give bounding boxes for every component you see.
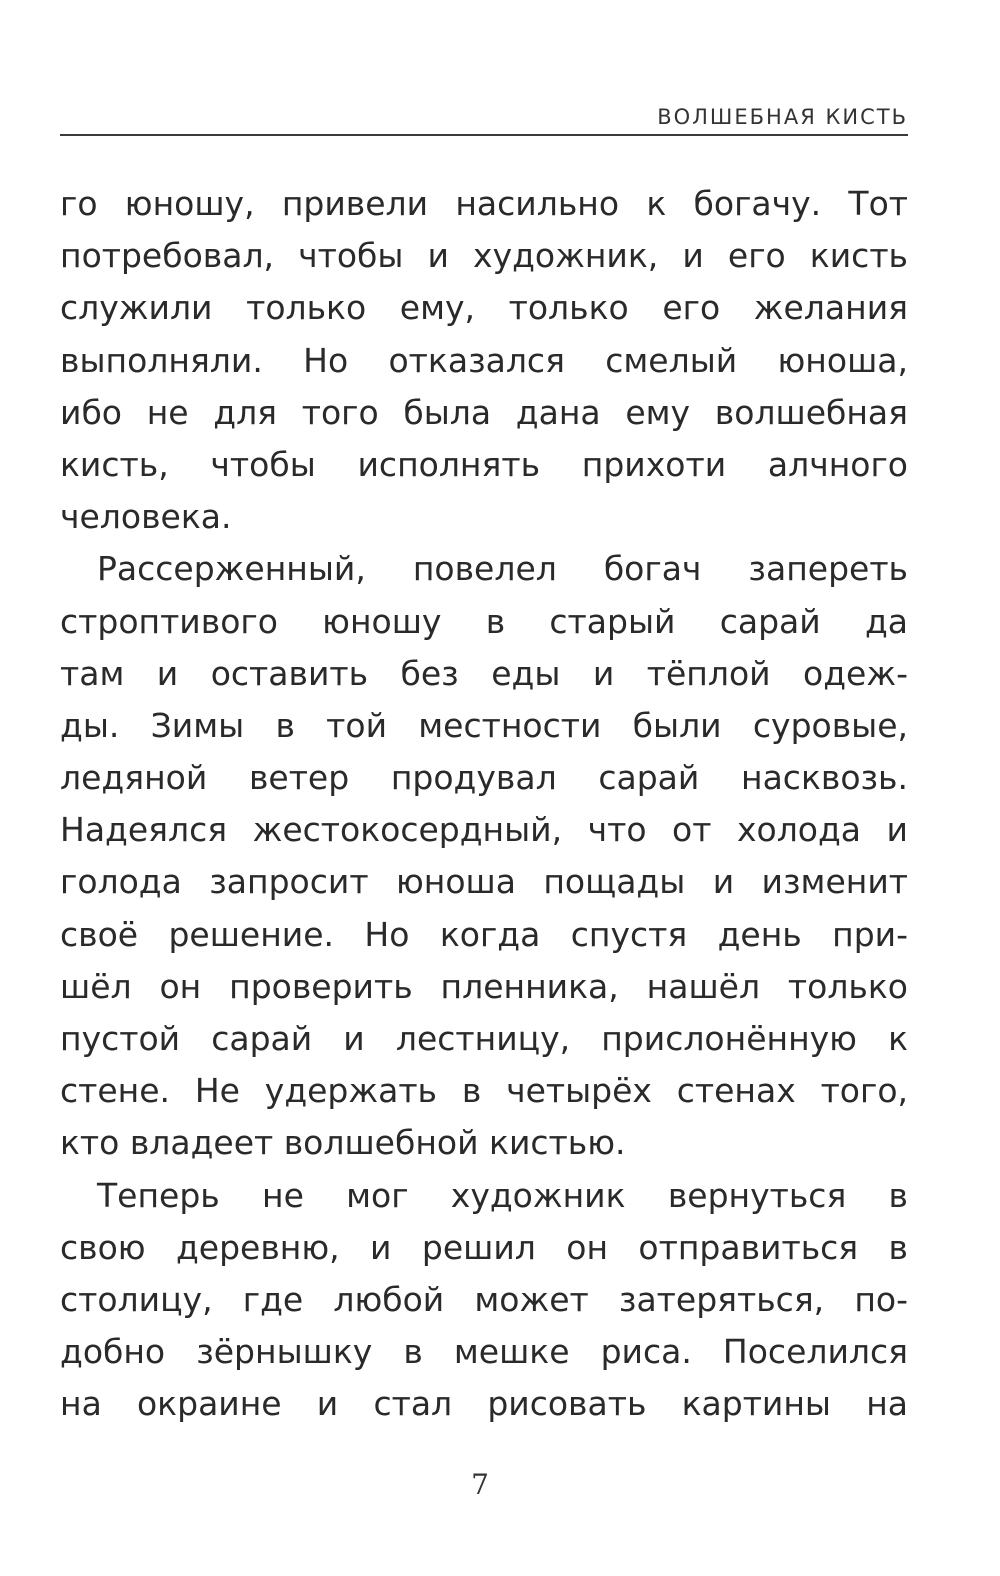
text-line: на окраине и стал рисовать картины на bbox=[60, 1384, 908, 1424]
text-line: своё решение. Но когда спустя день при- bbox=[60, 914, 908, 954]
text-line: ледяной ветер продувал сарай насквозь. bbox=[60, 758, 908, 798]
paragraph bbox=[60, 178, 908, 543]
text-line: ибо не для того была дана ему волшебная bbox=[60, 392, 908, 432]
text-line: стене. Не удержать в четырёх стенах того, bbox=[60, 1071, 908, 1111]
page-number: 7 bbox=[471, 1468, 489, 1501]
text-line: го юношу, привели насильно к богачу. Тот bbox=[60, 184, 908, 223]
body-text bbox=[60, 178, 908, 1431]
paragraph bbox=[60, 543, 908, 1169]
text-line: ды. Зимы в той местности были суровые, bbox=[60, 705, 908, 745]
text-line: потребовал, чтобы и художник, и его кисть bbox=[60, 236, 908, 276]
text-line: Надеялся жестокосердный, что от холода и bbox=[60, 810, 908, 850]
text-line: Теперь не мог художник вернуться в bbox=[97, 1175, 908, 1215]
text-line: столицу, где любой может затеряться, по- bbox=[60, 1279, 908, 1319]
text-line: кто владеет волшебной кистью. bbox=[60, 1123, 626, 1163]
text-line: кисть, чтобы исполнять прихоти алчного bbox=[60, 444, 908, 484]
text-line: выполняли. Но отказался смелый юноша, bbox=[60, 340, 908, 380]
text-line: строптивого юношу в старый сарай да bbox=[60, 601, 908, 641]
text-line: пустой сарай и лестницу, прислонённую к bbox=[60, 1019, 908, 1058]
text-line: свою деревню, и решил он отправиться в bbox=[60, 1227, 908, 1267]
text-line: служили только ему, только его желания bbox=[60, 288, 908, 328]
chapter-title: ВОЛШЕБНАЯ КИСТЬ bbox=[657, 105, 908, 129]
text-line: там и оставить без еды и тёплой одеж- bbox=[60, 653, 908, 693]
text-line: добно зёрнышку в мешке риса. Поселился bbox=[60, 1332, 908, 1372]
text-line: голода запросит юноша пощады и изменит bbox=[60, 862, 908, 902]
text-line: Рассерженный, повелел богач запереть bbox=[97, 549, 908, 589]
text-line: человека. bbox=[60, 497, 232, 537]
paragraph bbox=[60, 1170, 908, 1431]
text-line: шёл он проверить пленника, нашёл только bbox=[60, 966, 908, 1006]
running-head bbox=[60, 100, 908, 136]
